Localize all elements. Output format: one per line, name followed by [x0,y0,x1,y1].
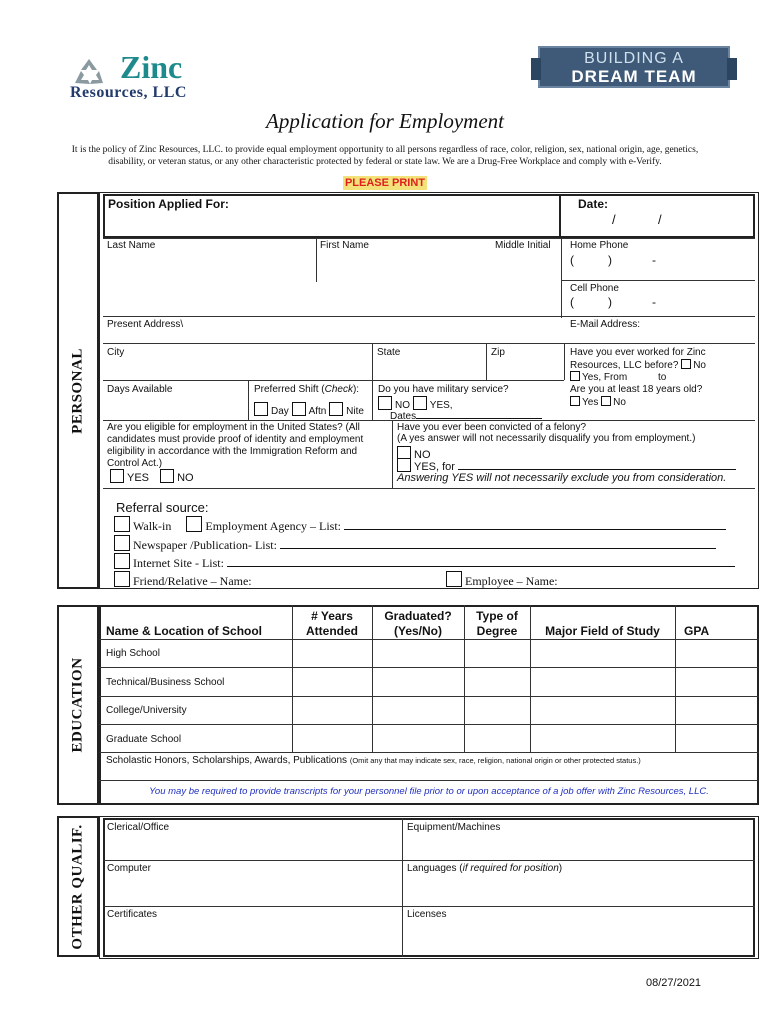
city-field[interactable]: City [107,347,125,358]
felony-yes-line[interactable] [458,459,736,470]
worked-before-to-label: to [657,372,667,383]
worked-before-no-label: No [693,360,706,371]
eligible-yes-label: YES [127,472,150,484]
referral-walkin-label: Walk-in [133,519,172,533]
worked-before-question [570,347,756,372]
referral-row-2 [114,535,716,553]
clerical-field[interactable]: Clerical/Office [107,822,170,833]
edu-header-school: Name & Location of School [106,624,263,638]
badge-line2: DREAM TEAM [571,67,697,86]
divider [103,488,755,489]
referral-friend-label: Friend/Relative – Name: [133,574,252,588]
felony-yes-checkbox[interactable] [397,458,411,472]
shift-nite-checkbox[interactable] [329,402,343,416]
worked-before-yes-checkbox[interactable] [570,371,580,381]
edu-row-technical: Technical/Business School [106,677,225,688]
shift-options [254,402,364,418]
badge-line1: BUILDING A [584,50,684,67]
divider [99,639,759,640]
present-address-field[interactable]: Present Address\ [107,319,184,330]
military-yes-label: YES, [429,400,453,411]
transcripts-note: You may be required to provide transcripts for your personnel file prior to or upon acceptance of a job offer with Zinc Resources, LLC. [149,786,709,797]
honors-label [106,755,641,767]
honors-label-text: Scholastic Honors, Scholarships, Awards, Publications [106,755,348,766]
military-no-label: NO [395,400,410,411]
divider [316,238,317,282]
divider [372,343,373,380]
eligible-no-label: NO [177,472,194,484]
age-yes-checkbox[interactable] [570,396,580,406]
certificates-field[interactable]: Certificates [107,909,158,920]
referral-newspaper-checkbox[interactable] [114,535,130,551]
felony-note: (A yes answer will not necessarily disqualify you from employment.) [397,433,696,444]
divider [559,194,561,238]
divider [486,343,487,380]
age-no-label: No [613,397,626,408]
referral-agency-checkbox[interactable] [186,516,202,532]
days-available-field[interactable]: Days Available [107,384,173,395]
felony-italic-note: Answering YES will not necessarily exclude you from consideration. [397,472,727,484]
other-inner-box [103,818,755,957]
home-phone-paren-close: ) [608,253,612,267]
languages-prefix: Languages ( [407,863,463,874]
eligible-question: Are you eligible for employment in the United States? (All candidates must provide proof of identity and employment eligibility in accordance with the Immigration Reform and Control Act.) [107,422,364,469]
divider [372,605,373,753]
cell-phone-paren-close: ) [608,295,612,309]
date-slash-2: / [658,212,662,227]
home-phone-field[interactable]: Home Phone [570,240,629,251]
referral-label-text: Referral source [116,500,205,515]
divider [103,420,755,421]
please-print: PLEASE PRINT [344,177,426,189]
email-field[interactable]: E-Mail Address: [570,319,641,330]
section-education-label: EDUCATION [69,657,86,753]
honors-note: (Omit any that may indicate sex, race, religion, national origin or other protected status.) [349,756,641,765]
divider [103,860,755,861]
divider [392,420,393,488]
divider [103,380,564,381]
home-phone-paren-open: ( [570,253,574,267]
divider [402,818,403,957]
referral-row-3 [114,553,735,571]
age-no-checkbox[interactable] [601,396,611,406]
referral-label [116,500,209,515]
cell-phone-paren-open: ( [570,295,574,309]
divider [99,724,759,725]
licenses-field[interactable]: Licenses [407,909,447,920]
referral-agency-label: Employment Agency – List: [205,519,342,533]
policy-line-1: It is the policy of Zinc Resources, LLC. to provide equal employment opportunity to all persons regardless of race, color, religion, sex, national origin, age, genetics, [71,145,699,155]
logo-company-name: Zinc [120,49,183,85]
felony-yes [397,458,736,473]
company-logo [66,50,236,106]
edu-row-college: College/University [106,705,187,716]
referral-row-1 [114,516,726,534]
dream-team-badge [538,46,730,88]
divider [464,605,465,753]
shift-day-checkbox[interactable] [254,402,268,416]
shift-day-label: Day [271,406,289,417]
felony-no-label: NO [414,449,431,461]
section-personal-label: PERSONAL [69,347,86,434]
divider [564,343,565,380]
felony-yes-label: YES, for [414,461,455,473]
divider [103,316,755,317]
referral-agency-line[interactable] [344,519,726,530]
age-options [570,396,626,409]
divider [103,906,755,907]
military-dates-line[interactable] [416,408,542,419]
edu-header-years: # Years Attended [306,609,358,638]
referral-employee-label: Employee – Name: [465,574,558,588]
referral-employee [446,571,558,589]
languages-italic: if required for position [462,863,559,874]
referral-row-4 [114,571,252,589]
divider [99,667,759,668]
zip-field[interactable]: Zip [491,347,505,358]
middle-initial-field[interactable]: Middle Initial [495,240,551,251]
referral-employee-checkbox[interactable] [446,571,462,587]
state-field[interactable]: State [377,347,401,358]
preferred-shift-check: Check [324,384,353,395]
referral-internet-label: Internet Site - List: [133,556,224,570]
cell-phone-dash: - [652,295,656,309]
referral-newspaper-label: Newspaper /Publication- List: [133,538,277,552]
section-other-label: OTHER QUALIF. [69,823,86,950]
languages-field[interactable] [407,863,562,875]
divider [103,238,755,239]
referral-friend-checkbox[interactable] [114,571,130,587]
home-phone-dash: - [652,253,656,267]
edu-header-gpa: GPA [684,624,710,638]
eligible-yes-checkbox[interactable] [110,469,124,483]
divider [561,238,562,318]
footer-date: 08/27/2021 [646,977,702,989]
referral-newspaper-line[interactable] [280,538,716,549]
section-other [57,816,99,957]
date-label: Date: [578,197,609,211]
divider [99,780,759,781]
position-label: Position Applied For: [108,197,229,211]
worked-before-no-checkbox[interactable] [681,359,691,369]
divider [103,343,755,344]
divider [292,605,293,753]
eligible-options [110,469,194,484]
shift-nite-label: Nite [346,406,364,417]
badge-ribbon-right [727,58,737,80]
languages-suffix: ) [558,863,563,874]
preferred-shift-label [254,384,359,396]
felony-question: Have you ever been convicted of a felony? [397,422,587,433]
edu-row-graduate: Graduate School [106,734,182,745]
edu-header-major: Major Field of Study [545,624,660,638]
referral-label-colon: : [204,500,209,515]
referral-internet-line[interactable] [227,556,735,567]
shift-aftn-label: Aftn [308,406,327,417]
edu-header-degree: Type of Degree [476,609,518,638]
referral-internet-checkbox[interactable] [114,553,130,569]
military-question: Do you have military service? [378,384,509,395]
divider [99,696,759,697]
worked-before-yes [570,371,666,384]
preferred-shift-prefix: Preferred Shift ( [254,384,325,395]
computer-field[interactable]: Computer [107,863,151,874]
shift-aftn-checkbox[interactable] [292,402,306,416]
logo-company-sub: Resources, LLC [70,84,187,101]
first-name-field[interactable]: First Name [320,240,369,251]
last-name-field[interactable]: Last Name [107,240,156,251]
section-education [57,605,99,805]
age-question: Are you at least 18 years old? [570,384,703,395]
eligible-no-checkbox[interactable] [160,469,174,483]
divider [99,752,759,753]
edu-row-high-school: High School [106,648,160,659]
divider [372,380,373,420]
cell-phone-field[interactable]: Cell Phone [570,283,619,294]
page-title: Application for Employment [266,109,504,133]
preferred-shift-suffix: ): [352,384,360,395]
divider [248,380,249,420]
divider [561,280,755,281]
worked-before-yes-label: Yes, From [582,372,628,383]
worked-before-text: Have you ever worked for Zinc Resources, LLC before? [570,347,706,371]
referral-walkin-checkbox[interactable] [114,516,130,532]
policy-line-2: disability, or veteran status, or any other characteristic protected by federal or state law. We are a Drug-Free Workplace and comply with e-Verify. [108,157,662,167]
divider [675,605,676,753]
age-yes-label: Yes [582,397,599,408]
section-personal [57,192,99,589]
edu-header-graduated: Graduated? (Yes/No) [384,609,452,638]
military-dates-label: Dates [390,411,417,422]
date-slash-1: / [612,212,616,227]
equipment-field[interactable]: Equipment/Machines [407,822,501,833]
